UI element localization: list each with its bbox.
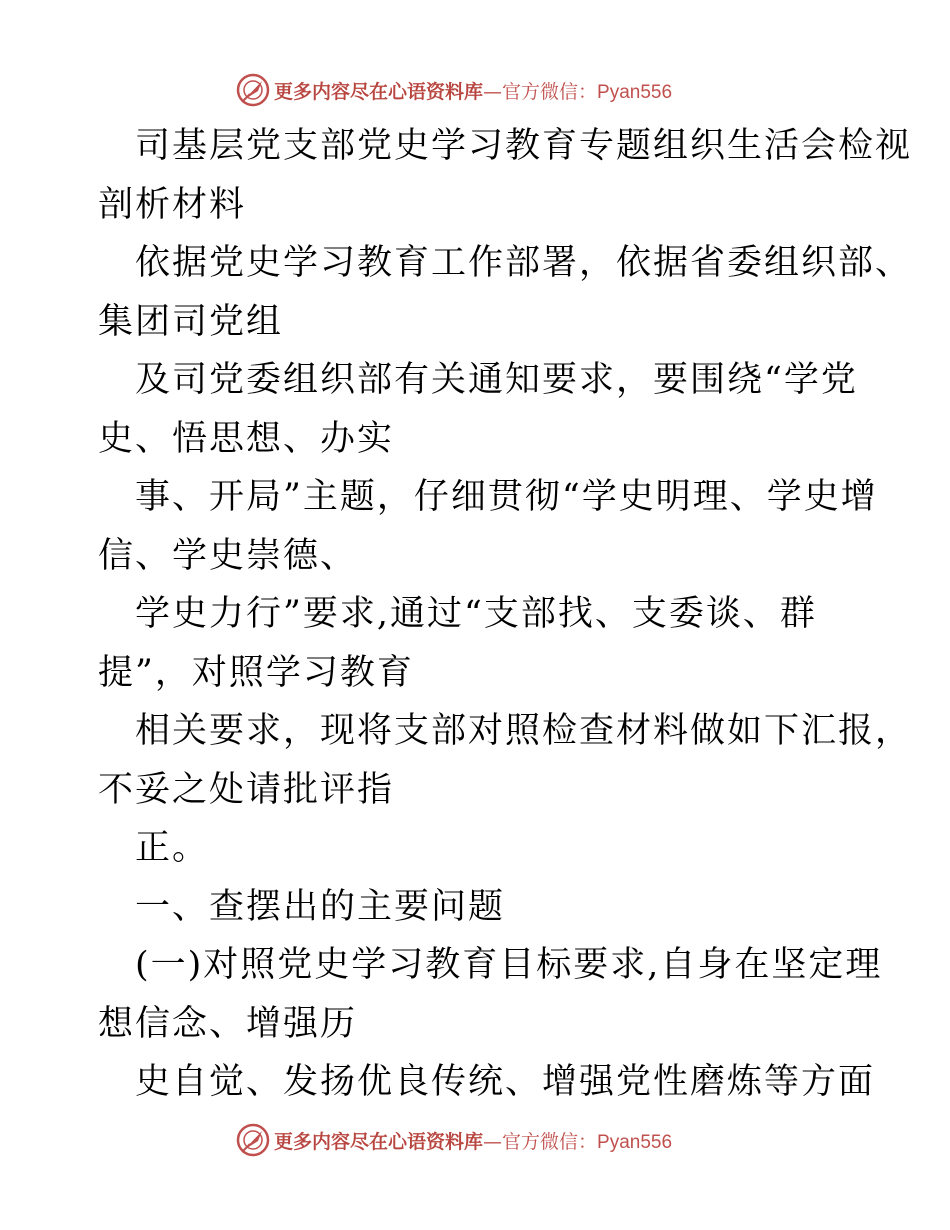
watermark-wechat-id: Pyan556 <box>597 81 673 103</box>
watermark-wechat-id: Pyan556 <box>597 1131 673 1153</box>
watermark-wechat-label: 官方微信： <box>502 1130 598 1153</box>
feather-logo-icon <box>236 73 270 107</box>
text-line: 事、开局”主题，仔细贯彻“学史明理、学史增 <box>135 477 878 517</box>
feather-logo-icon <box>236 1123 270 1157</box>
text-line: 及司党委组织部有关通知要求，要围绕“学党 <box>135 360 858 400</box>
text-line: 依据党史学习教育工作部署，依据省委组织部、 <box>135 243 913 283</box>
text-line: 提”，对照学习教育 <box>98 652 414 693</box>
text-line: 信、学史崇德、 <box>98 535 358 576</box>
text-line: 相关要求，现将支部对照检查材料做如下汇报， <box>135 711 913 751</box>
text-line: 史、悟思想、办实 <box>98 418 395 459</box>
document-body <box>98 117 913 1112</box>
watermark-dash: — <box>483 80 503 103</box>
watermark-wechat-label: 官方微信： <box>502 80 598 103</box>
header-watermark <box>236 72 672 108</box>
text-line: 司基层党支部党史学习教育专题组织生活会检视 <box>135 126 913 166</box>
text-line: (一)对照党史学习教育目标要求,自身在坚定理 <box>135 945 883 985</box>
text-line: 一、查摆出的主要问题 <box>135 886 506 927</box>
text-line: 正。 <box>135 828 210 868</box>
text-line: 剖析材料 <box>98 184 247 225</box>
text-line: 集团司党组 <box>98 301 284 342</box>
watermark-brand: 更多内容尽在心语资料库 <box>274 80 484 103</box>
watermark-brand: 更多内容尽在心语资料库 <box>274 1130 484 1153</box>
text-line: 学史力行”要求,通过“支部找、支委谈、群 <box>135 594 817 634</box>
text-line: 史自觉、发扬优良传统、增强党性磨炼等方面 <box>135 1062 876 1102</box>
text-line: 想信念、增强历 <box>98 1003 358 1044</box>
footer-watermark <box>236 1122 672 1158</box>
text-line: 不妥之处请批评指 <box>98 769 395 810</box>
watermark-dash: — <box>483 1130 503 1153</box>
